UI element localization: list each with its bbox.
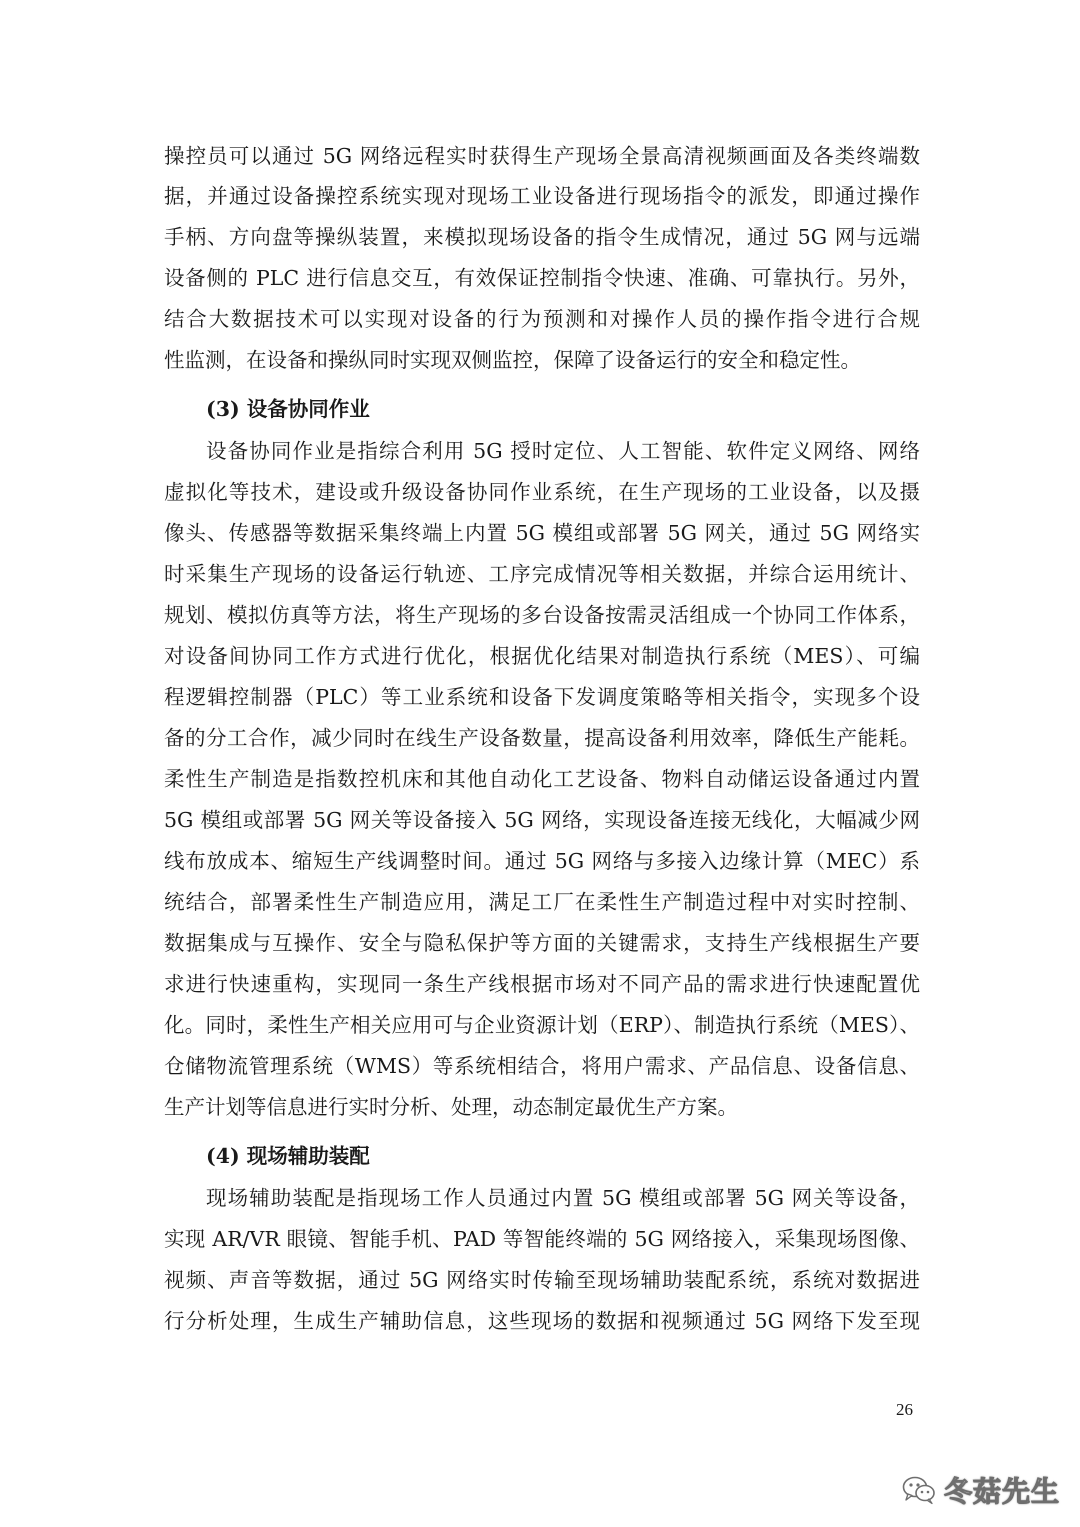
wechat-icon: [902, 1475, 936, 1505]
paragraph-2-line-6: 对设备间协同工作方式进行优化，根据优化结果对制造执行系统（MES）、可编: [164, 644, 920, 668]
paragraph-1-line-1: 操控员可以通过 5G 网络远程实时获得生产现场全景高清视频画面及各类终端数: [164, 144, 920, 168]
paragraph-2-line-8: 备的分工合作，减少同时在线生产设备数量，提高设备利用效率，降低生产能耗。: [164, 726, 920, 750]
paragraph-2-line-16: 仓储物流管理系统（WMS）等系统相结合，将用户需求、产品信息、设备信息、: [164, 1054, 920, 1078]
paragraph-1-line-4: 设备侧的 PLC 进行信息交互，有效保证控制指令快速、准确、可靠执行。另外，: [164, 266, 920, 290]
paragraph-3-line-4: 行分析处理，生成生产辅助信息，这些现场的数据和视频通过 5G 网络下发至现: [164, 1309, 920, 1333]
paragraph-2-line-13: 数据集成与互操作、安全与隐私保护等方面的关键需求，支持生产线根据生产要: [164, 931, 920, 955]
paragraph-2-line-14: 求进行快速重构，实现同一条生产线根据市场对不同产品的需求进行快速配置优: [164, 972, 920, 996]
paragraph-1-line-2: 据，并通过设备操控系统实现对现场工业设备进行现场指令的派发，即通过操作: [164, 184, 920, 208]
paragraph-3-line-3: 视频、声音等数据，通过 5G 网络实时传输至现场辅助装配系统，系统对数据进: [164, 1268, 920, 1292]
paragraph-2-line-7: 程逻辑控制器（PLC）等工业系统和设备下发调度策略等相关指令，实现多个设: [164, 685, 920, 709]
paragraph-1-line-6: 性监测，在设备和操纵同时实现双侧监控，保障了设备运行的安全和稳定性。: [164, 348, 861, 372]
paragraph-2-line-17: 生产计划等信息进行实时分析、处理，动态制定最优生产方案。: [164, 1095, 738, 1119]
section-heading-4: (4) 现场辅助装配: [206, 1144, 370, 1168]
page-number: 26: [896, 1400, 913, 1419]
paragraph-2-line-1: 设备协同作业是指综合利用 5G 授时定位、人工智能、软件定义网络、网络: [206, 439, 920, 463]
paragraph-2-line-3: 像头、传感器等数据采集终端上内置 5G 模组或部署 5G 网关，通过 5G 网络实: [164, 521, 920, 545]
paragraph-2-line-9: 柔性生产制造是指数控机床和其他自动化工艺设备、物料自动储运设备通过内置: [164, 767, 920, 791]
paragraph-3-line-1: 现场辅助装配是指现场工作人员通过内置 5G 模组或部署 5G 网关等设备，: [206, 1186, 920, 1210]
paragraph-1-line-5: 结合大数据技术可以实现对设备的行为预测和对操作人员的操作指令进行合规: [164, 307, 920, 331]
paragraph-3-line-2: 实现 AR/VR 眼镜、智能手机、PAD 等智能终端的 5G 网络接入，采集现场图像、: [164, 1227, 920, 1251]
paragraph-2-line-11: 线布放成本、缩短生产线调整时间。通过 5G 网络与多接入边缘计算（MEC）系: [164, 849, 920, 873]
section-heading-3: (3) 设备协同作业: [206, 397, 370, 421]
paragraph-2-line-15: 化。同时，柔性生产相关应用可与企业资源计划（ERP）、制造执行系统（MES）、: [164, 1013, 920, 1037]
paragraph-2-line-2: 虚拟化等技术，建设或升级设备协同作业系统，在生产现场的工业设备，以及摄: [164, 480, 920, 504]
watermark: [902, 1468, 1060, 1512]
paragraph-2-line-5: 规划、模拟仿真等方法，将生产现场的多台设备按需灵活组成一个协同工作体系，: [164, 603, 920, 627]
paragraph-1-line-3: 手柄、方向盘等操纵装置，来模拟现场设备的指令生成情况，通过 5G 网与远端: [164, 225, 920, 249]
paragraph-2-line-10: 5G 模组或部署 5G 网关等设备接入 5G 网络，实现设备连接无线化，大幅减少网: [164, 808, 920, 832]
watermark-text: 冬菇先生: [944, 1475, 1061, 1508]
paragraph-2-line-4: 时采集生产现场的设备运行轨迹、工序完成情况等相关数据，并综合运用统计、: [164, 562, 920, 586]
paragraph-2-line-12: 统结合，部署柔性生产制造应用，满足工厂在柔性生产制造过程中对实时控制、: [164, 890, 920, 914]
